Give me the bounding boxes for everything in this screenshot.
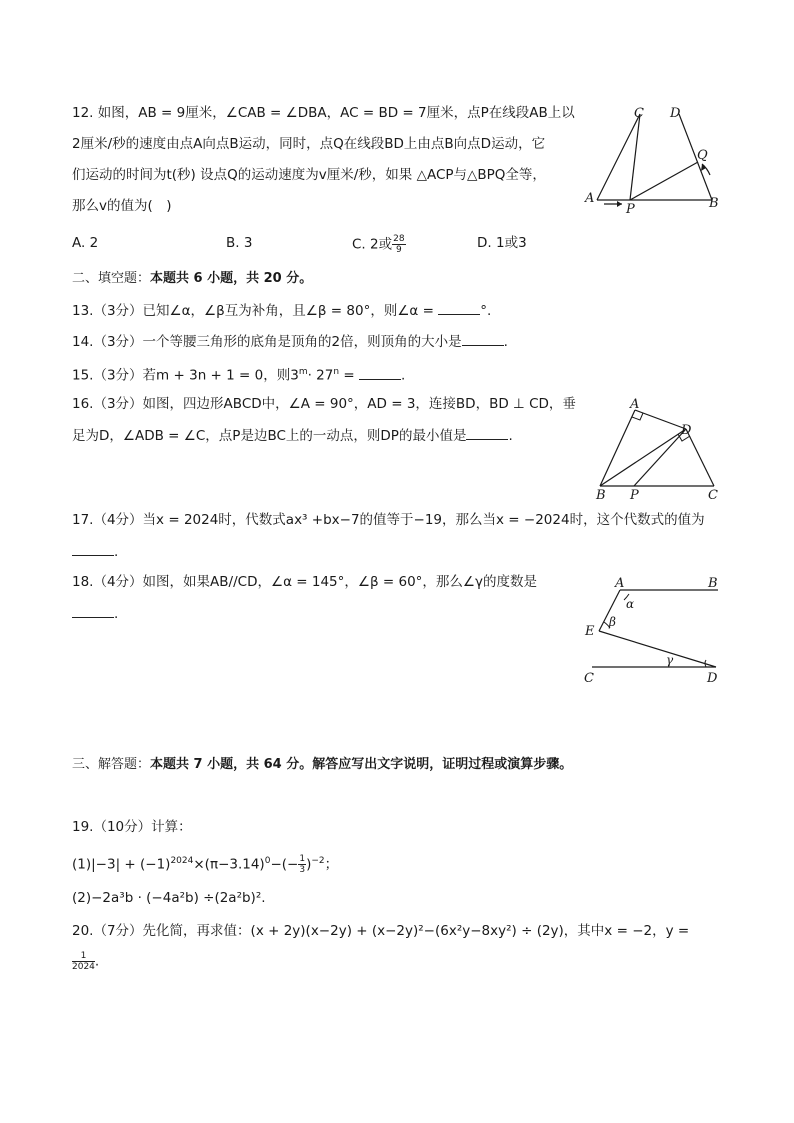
q14 [72, 332, 508, 351]
q14-answer-blank[interactable] [462, 332, 504, 346]
q19-part-1-fraction [298, 854, 306, 875]
q16-figure [590, 395, 730, 505]
q15-exponent-m: m [298, 367, 308, 377]
q19-part-1-denominator: 3 [299, 865, 306, 875]
q17-suffix: . [114, 544, 119, 560]
q16-label-d: D [681, 423, 692, 438]
q18-answer-blank[interactable] [72, 604, 114, 618]
q19-title: 19.（10分）计算： [72, 819, 192, 835]
q15-exponent-n: n [333, 367, 340, 377]
q12-option-a: A. 2 [72, 235, 99, 251]
q16-label-a: A [630, 397, 640, 412]
q19-part-1-exp-0: 0 [264, 856, 271, 866]
q12-option-c-fraction [392, 234, 405, 255]
q12-label-q: Q [697, 148, 708, 163]
q19-part-1-d: ) [306, 856, 312, 873]
q16-label-p: P [630, 488, 639, 503]
q12-label-p: P [626, 202, 635, 217]
q12-line-4: 那么v的值为( ) [72, 198, 172, 214]
q17-line-1: 17.（4分）当x = 2024时，代数式ax³ +bx−7的值等于−19，那么当x = −2024时，这个代数式的值为 [72, 512, 705, 528]
q19-part-1-a: (1)|−3| + (−1) [72, 856, 171, 873]
q18-figure [580, 572, 725, 687]
q12-line-1: 12. 如图，AB = 9厘米，∠CAB = ∠DBA，AC = BD = 7厘米，点P在线段AB上以 [72, 105, 575, 121]
q12-option-b: B. 3 [226, 235, 253, 251]
q12-label-c: C [634, 106, 644, 121]
q14-text: 14.（3分）一个等腰三角形的底角是顶角的2倍，则顶角的大小是 [72, 334, 462, 350]
q14-suffix: . [503, 334, 508, 350]
q19-part-2: (2)−2a³b · (−4a²b) ÷(2a²b)². [72, 890, 266, 906]
q16-line-2 [72, 426, 513, 445]
q12-line-2: 2厘米/秒的速度由点A向点B运动，同时，点Q在线段BD上由点B向点D运动，它 [72, 136, 546, 152]
q12-line-3: 们运动的时间为t(秒) 设点Q的运动速度为v厘米/秒，如果 △ACP与△BPQ全等， [72, 167, 546, 183]
q12-figure [580, 100, 730, 220]
q18-suffix: . [114, 606, 119, 622]
q12-label-a: A [585, 191, 595, 206]
q19-part-1-b: ×(π−3.14) [193, 856, 265, 873]
q17-line-2 [72, 542, 118, 561]
section-3-prefix: 三、解答题： [72, 757, 151, 772]
q19-part-1-exp-neg2: −2 [311, 856, 325, 866]
q12-option-d: D. 1或3 [477, 235, 527, 251]
q19-part-1-numerator: 1 [299, 854, 306, 864]
q12-label-d: D [670, 106, 681, 121]
q18-label-a: A [615, 576, 625, 591]
q18-label-d: D [707, 671, 718, 686]
q15 [72, 363, 405, 385]
q18-label-gamma: γ [666, 653, 674, 667]
q12-option-c-denominator: 9 [395, 245, 402, 255]
q18-label-beta: β [609, 615, 616, 629]
q16-label-b: B [596, 488, 606, 503]
q20-end: . [94, 953, 100, 970]
q15-mid: · 27 [307, 367, 334, 384]
section-3-description: 本题共 7 小题，共 64 分。解答应写出文字说明，证明过程或演算步骤。 [150, 757, 573, 772]
q13 [72, 301, 491, 320]
q12-option-c-prefix: C. 2或 [352, 236, 393, 253]
q13-answer-blank[interactable] [438, 301, 480, 315]
q18-label-c: C [584, 671, 594, 686]
q16-label-c: C [708, 488, 718, 503]
q12-label-b: B [709, 196, 719, 211]
q20-numerator: 1 [72, 951, 95, 962]
q18-label-e: E [585, 624, 595, 639]
q18-label-b: B [708, 576, 718, 591]
section-2-heading [72, 270, 312, 288]
section-3-heading [72, 756, 572, 774]
q12-option-c [352, 234, 406, 255]
q19-part-1-end: ； [324, 856, 339, 873]
q16-line-2-text: 足为D，∠ADB = ∠C，点P是边BC上的一动点，则DP的最小值是 [72, 428, 467, 444]
section-2-prefix: 二、填空题： [72, 271, 151, 286]
q20-denominator: 2024 [72, 962, 95, 972]
q13-text: 13.（3分）已知∠α，∠β互为补角，且∠β = 80°，则∠α = [72, 303, 439, 319]
q15-text: 15.（3分）若m + 3n + 1 = 0，则3 [72, 367, 299, 384]
q16-line-1: 16.（3分）如图，四边形ABCD中，∠A = 90°，AD = 3，连接BD，BD ⊥ CD，垂 [72, 396, 576, 412]
q15-equals: = [339, 367, 359, 384]
q18-label-alpha: α [626, 597, 635, 611]
q13-suffix: °. [480, 303, 492, 319]
q18-line-1: 18.（4分）如图，如果AB//CD，∠α = 145°，∠β = 60°，那么∠γ的度数是 [72, 574, 538, 590]
q18-line-2 [72, 604, 118, 623]
q15-answer-blank[interactable] [359, 366, 401, 380]
q12-option-c-numerator: 28 [393, 234, 405, 244]
q17-answer-blank[interactable] [72, 542, 114, 556]
section-2-description: 本题共 6 小题，共 20 分。 [150, 271, 313, 286]
q15-suffix: . [400, 367, 406, 384]
q20-line-1: 20.（7分）先化简，再求值：(x + 2y)(x−2y) + (x−2y)²−(6x²y−8xy²) ÷ (2y)，其中x = −2，y = [72, 923, 690, 939]
q16-answer-blank[interactable] [466, 426, 508, 440]
q20-fraction [72, 951, 95, 972]
q19-part-1-exp-2024: 2024 [170, 856, 194, 866]
q19-part-1-c: −(− [270, 856, 299, 873]
q20-line-2 [72, 951, 99, 972]
q16-suffix: . [508, 428, 513, 444]
q19-part-1 [72, 852, 338, 875]
